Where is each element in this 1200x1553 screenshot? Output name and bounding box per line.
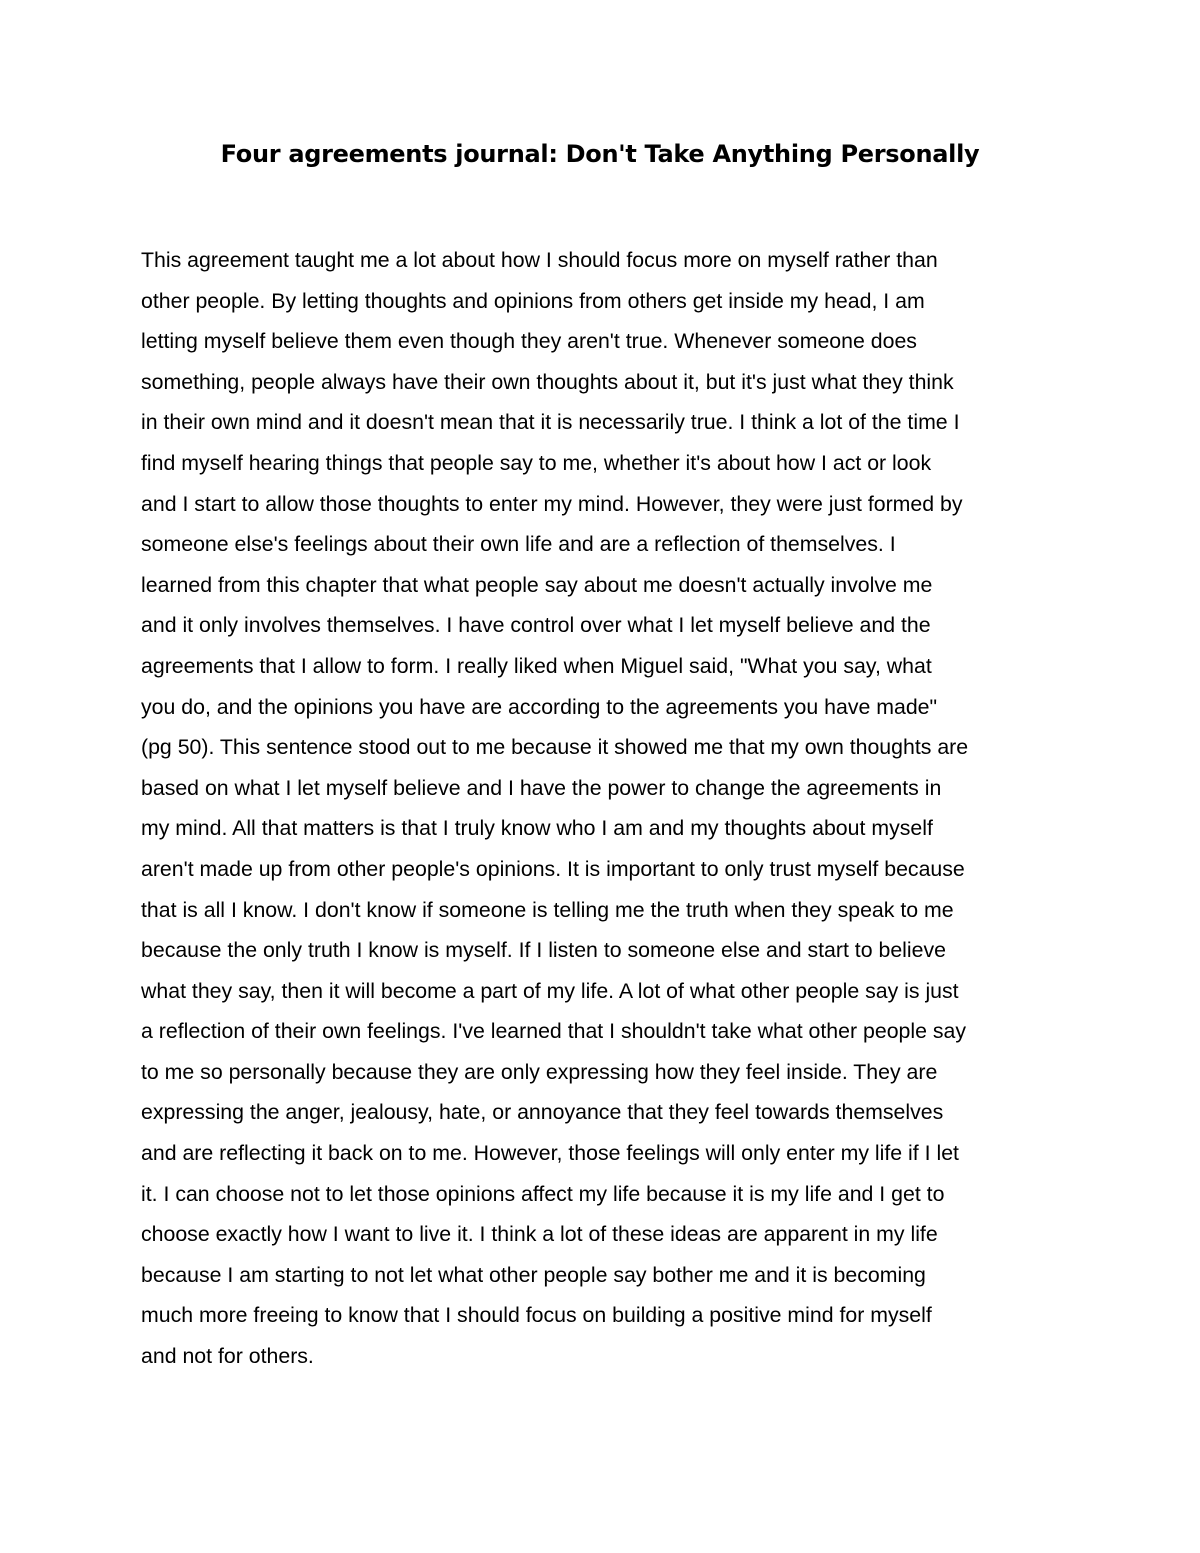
paragraph-line: based on what I let myself believe and I have the power to change the agreements in xyxy=(141,775,942,800)
paragraph-line: agreements that I allow to form. I really liked when Miguel said, "What you say, what xyxy=(141,653,932,678)
paragraph-line: much more freeing to know that I should focus on building a positive mind for myself xyxy=(141,1303,932,1328)
paragraph-line: and it only involves themselves. I have control over what I let myself believe and the xyxy=(141,613,931,638)
paragraph-line: other people. By letting thoughts and opinions from others get inside my head, I am xyxy=(141,288,925,313)
paragraph-line: that is all I know. I don't know if someone is telling me the truth when they speak to me xyxy=(141,897,954,922)
paragraph-line: This agreement taught me a lot about how I should focus more on myself rather than xyxy=(141,248,938,272)
paragraph-line: aren't made up from other people's opinions. It is important to only trust myself because xyxy=(141,856,965,881)
paragraph-line: expressing the anger, jealousy, hate, or annoyance that they feel towards themselves xyxy=(141,1100,944,1125)
paragraph-line: (pg 50). This sentence stood out to me because it showed me that my own thoughts are xyxy=(141,735,969,760)
document-title: Four agreements journal: Don't Take Anything Personally xyxy=(220,140,980,168)
paragraph-line: find myself hearing things that people say to me, whether it's about how I act or look xyxy=(141,450,932,475)
paragraph-line: it. I can choose not to let those opinions affect my life because it is my life and I get to xyxy=(141,1181,945,1206)
paragraph-line: what they say, then it will become a part of my life. A lot of what other people say is just xyxy=(141,978,959,1003)
paragraph-line: because the only truth I know is myself. If I listen to someone else and start to believe xyxy=(141,938,946,963)
paragraph-line: because I am starting to not let what other people say bother me and it is becoming xyxy=(141,1262,926,1287)
body-paragraph xyxy=(141,240,1071,1377)
paragraph-line: in their own mind and it doesn't mean that it is necessarily true. I think a lot of the time I xyxy=(141,410,960,435)
paragraph-line: and I start to allow those thoughts to enter my mind. However, they were just formed by xyxy=(141,491,963,516)
paragraph-line: and are reflecting it back on to me. However, those feelings will only enter my life if I let xyxy=(141,1141,959,1166)
paragraph-line: learned from this chapter that what people say about me doesn't actually involve me xyxy=(141,572,933,597)
paragraph-line: choose exactly how I want to live it. I think a lot of these ideas are apparent in my life xyxy=(141,1222,938,1247)
paragraph-line: and not for others. xyxy=(141,1344,314,1369)
paragraph-line: someone else's feelings about their own life and are a reflection of themselves. I xyxy=(141,532,896,557)
paragraph-line: to me so personally because they are only expressing how they feel inside. They are xyxy=(141,1059,938,1084)
paragraph-line: a reflection of their own feelings. I've learned that I shouldn't take what other people say xyxy=(141,1019,967,1044)
paragraph-line: my mind. All that matters is that I truly know who I am and my thoughts about myself xyxy=(141,816,933,841)
paragraph-line: something, people always have their own thoughts about it, but it's just what they think xyxy=(141,369,954,394)
paragraph-line: you do, and the opinions you have are according to the agreements you have made" xyxy=(141,694,938,719)
paragraph-line: letting myself believe them even though they aren't true. Whenever someone does xyxy=(141,329,917,354)
